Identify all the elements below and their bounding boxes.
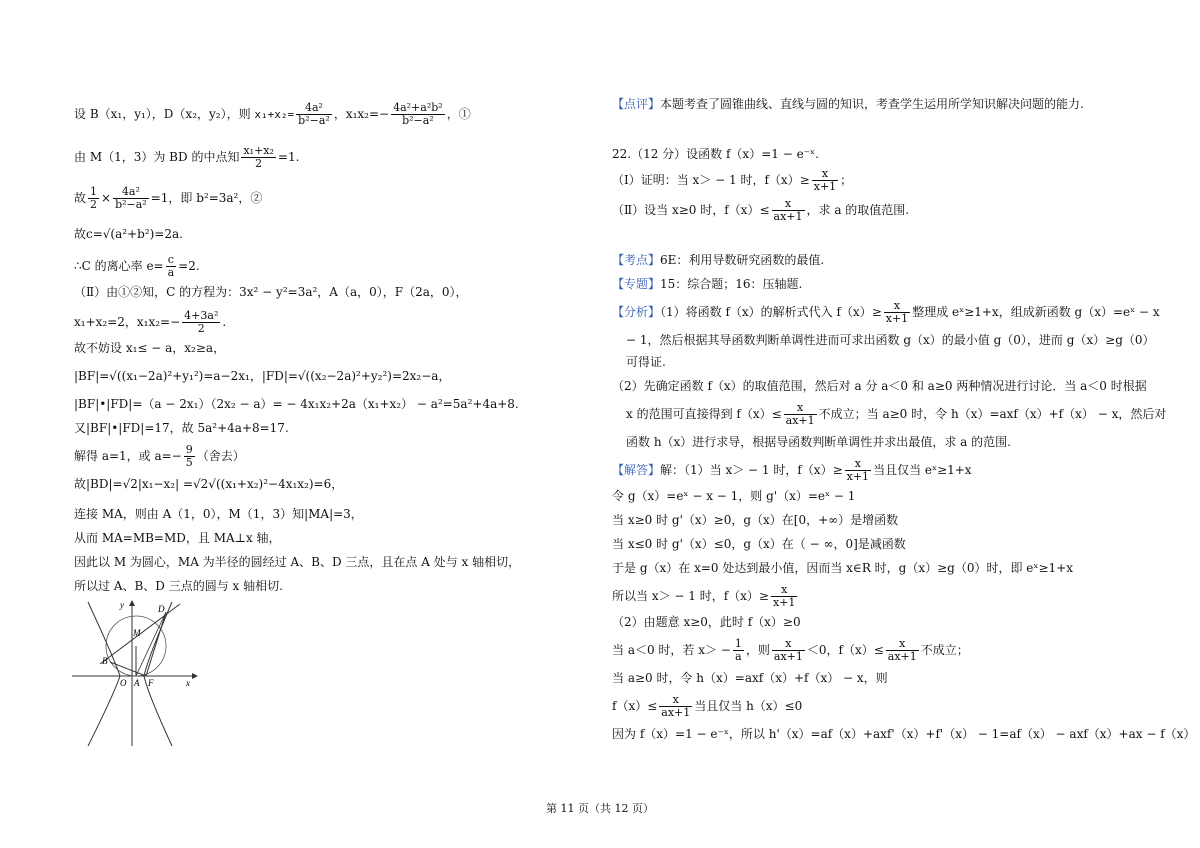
fraction: $\frac{x}{ax+1}$ bbox=[773, 637, 803, 663]
fraction: $\frac{\text{4a²}}{\text{b²−a²}}$ bbox=[298, 101, 330, 127]
line-distances: |BF|=√((x₁−2a)²+y₁²)=a−2x₁，|FD|=√((x₂−2a)²+y₂²)=2x₂−a， bbox=[74, 369, 451, 383]
line-product: |BF|•|FD|=（a − 2x₁）（2x₂ − a）= − 4x₁x₂+2a（x₁+x₂） − a²=5a²+4a+8. bbox=[74, 397, 519, 411]
line-ma-perp: 从而 MA=MB=MD，且 MA⊥x 轴， bbox=[74, 531, 281, 545]
fraction: $\frac{x}{x+1}$ bbox=[885, 299, 909, 325]
label-o: O bbox=[120, 678, 127, 688]
label-y: y bbox=[120, 600, 124, 610]
line-eccentricity: ∴C 的离心率 e= $\frac{c}{a}$ =2. bbox=[74, 253, 200, 279]
fraction: $\frac{1}{a}$ bbox=[734, 637, 742, 663]
solution-line5: 于是 g（x）在 x=0 处达到最小值，因而当 x∈R 时，g（x）≥g（0）时，即 eˣ≥1+x bbox=[612, 561, 1074, 575]
line-midpoint: 由 M（1，3）为 BD 的中点知 $\frac{\text{x₁+x₂}}{2}$ =1. bbox=[74, 144, 300, 170]
comment-tag: 【点评】 bbox=[612, 97, 661, 111]
analysis-line4: （2）先确定函数 f（x）的取值范围，然后对 a 分 a＜0 和 a≥0 两种情况进行讨论．当 a＜0 时根据 bbox=[612, 379, 1147, 393]
fraction: $\frac{x}{ax+1}$ bbox=[785, 401, 815, 427]
line-part2-equation: （Ⅱ）由①②知，C 的方程为：3x² − y²=3a²，A（a，0），F（2a，0）， bbox=[74, 285, 468, 299]
x-axis-arrow bbox=[192, 673, 198, 679]
solution-line7: （2）由题意 x≥0，此时 f（x）≥0 bbox=[612, 615, 801, 629]
analysis-line1: 【分析】（1）将函数 f（x）的解析式代入 f（x）≥ $\frac{x}{x+1}$ 整理成 eˣ≥1+x，组成新函数 g（x）=eˣ − x bbox=[612, 299, 1160, 325]
fraction: $\frac{x}{x+1}$ bbox=[772, 583, 796, 609]
label-x: x bbox=[186, 678, 190, 688]
line-connect-ma: 连接 MA，则由 A（1，0），M（1，3）知|MA|=3， bbox=[74, 507, 363, 521]
fraction: $\frac{x}{ax+1}$ bbox=[661, 693, 691, 719]
analysis-line2: − 1，然后根据其导函数判断单调性进而可求出函数 g（x）的最小值 g（0），进而 g（x）≥g（0） bbox=[626, 333, 1155, 347]
fraction: $\frac{9}{5}$ bbox=[185, 443, 193, 469]
line-setup: 设 B（x₁，y₁），D（x₂，y₂），则 x₁+x₂= $\frac{\text{4a²}}{\text{b²−a²}}$ ，x₁x₂=− $\frac{\text{4a²+a²b²}}{\text{b²−a²}}$ ，① bbox=[74, 101, 471, 127]
analysis-line5: x 的范围可直接得到 f（x）≤ $\frac{x}{ax+1}$ 不成立；当 a≥0 时，令 h（x）=axf（x）+f（x） − x，然后对 bbox=[626, 401, 1167, 427]
solution-line1: 【解答】解：（1）当 x＞ − 1 时，f（x）≥ $\frac{x}{x+1}$ 当且仅当 eˣ≥1+x bbox=[612, 457, 972, 483]
y-axis-arrow bbox=[129, 600, 135, 606]
label-a: A bbox=[134, 678, 140, 688]
fraction: $\frac{\text{4+3a²}}{2}$ bbox=[184, 309, 219, 335]
fraction: $\frac{x}{x+1}$ bbox=[846, 457, 870, 483]
line-conclusion: 所以过 A、B、D 三点的圆与 x 轴相切. bbox=[74, 579, 283, 593]
fraction: $\frac{x}{ax+1}$ bbox=[887, 637, 917, 663]
solution-line2: 令 g（x）=eˣ − x − 1，则 g'（x）=eˣ − 1 bbox=[612, 489, 856, 503]
solution-line9: 当 a≥0 时，令 h（x）=axf（x）+f（x） − x，则 bbox=[612, 671, 888, 685]
line-equation17: 又|BF|•|FD|=17，故 5a²+4a+8=17. bbox=[74, 421, 289, 435]
problem-22: 22.（12 分）设函数 f（x）=1 − e⁻ˣ. bbox=[612, 147, 819, 161]
problem-22-part2: （Ⅱ）设当 x≥0 时，f（x）≤ $\frac{x}{ax+1}$ ，求 a 的取值范围. bbox=[612, 197, 910, 223]
hyperbola-figure bbox=[70, 598, 200, 748]
fraction: $\frac{\text{4a²+a²b²}}{\text{b²−a²}}$ bbox=[393, 101, 443, 127]
analysis-line3: 可得证. bbox=[626, 355, 666, 369]
analysis-line6: 函数 h（x）进行求导，根据导函数判断单调性并求出最值，求 a 的范围. bbox=[626, 435, 1011, 449]
line-solve-a: 解得 a=1，或 a=− $\frac{9}{5}$ （舍去） bbox=[74, 443, 245, 469]
solution-line6: 所以当 x＞ − 1 时，f（x）≥ $\frac{x}{x+1}$ bbox=[612, 583, 796, 609]
fraction: $\frac{x}{x+1}$ bbox=[813, 167, 837, 193]
segment-ad bbox=[136, 612, 166, 676]
problem-22-part1: （Ⅰ）证明：当 x＞ − 1 时，f（x）≥ $\frac{x}{x+1}$ ； bbox=[612, 167, 853, 193]
solution-line10: f（x）≤ $\frac{x}{ax+1}$ 当且仅当 h（x）≤0 bbox=[612, 693, 803, 719]
fraction: $\frac{\text{4a²}}{\text{b²−a²}}$ bbox=[115, 185, 147, 211]
line-assume: 故不妨设 x₁≤ − a，x₂≥a， bbox=[74, 341, 226, 355]
page-footer: 第 11 页（共 12 页） bbox=[546, 802, 654, 815]
fraction: $\frac{c}{a}$ bbox=[167, 253, 175, 279]
hyperbola-right-branch bbox=[144, 602, 172, 746]
solution-line11: 因为 f（x）=1 − e⁻ˣ，所以 h'（x）=af（x）+axf'（x）+f'（x） − 1=af（x） − axf（x）+ax − f（x） bbox=[612, 727, 1196, 741]
label-m: M bbox=[133, 628, 141, 638]
line-b-squared: 故 $\frac{1}{2}$ × $\frac{\text{4a²}}{\text{b²−a²}}$ =1，即 b²=3a²，② bbox=[74, 185, 263, 211]
solution-line4: 当 x≤0 时 g'（x）≤0，g（x）在（ − ∞，0]是减函数 bbox=[612, 537, 906, 551]
topic-line: 【专题】15：综合题；16：压轴题. bbox=[612, 277, 803, 291]
solution-line3: 当 x≥0 时 g'（x）≥0，g（x）在[0，+∞）是增函数 bbox=[612, 513, 899, 527]
knowledge-point: 【考点】6E：利用导数研究函数的最值. bbox=[612, 253, 825, 267]
line-bd-length: 故|BD|=√2|x₁−x₂| =√2√((x₁+x₂)²−4x₁x₂)=6， bbox=[74, 477, 344, 491]
solution-line8: 当 a＜0 时，若 x＞ − $\frac{1}{a}$ ，则 $\frac{x}{ax+1}$ ＜0，f（x）≤ $\frac{x}{ax+1}$ 不成立； bbox=[612, 637, 969, 663]
comment-line: 【点评】本题考查了圆锥曲线、直线与圆的知识，考查学生运用所学知识解决问题的能力. bbox=[612, 97, 1084, 111]
hyperbola-left-branch bbox=[88, 602, 120, 746]
label-b: B bbox=[102, 656, 108, 666]
fraction: $\frac{x}{ax+1}$ bbox=[773, 197, 803, 223]
line-c-value: 故c=√(a²+b²)=2a. bbox=[74, 227, 183, 241]
line-circle: 因此以 M 为圆心，MA 为半径的圆经过 A、B、D 三点，且在点 A 处与 x 轴相切， bbox=[74, 555, 521, 569]
label-d: D bbox=[158, 604, 165, 614]
fraction: $\frac{\text{x₁+x₂}}{2}$ bbox=[243, 144, 274, 170]
line-vieta: x₁+x₂=2，x₁x₂=− $\frac{\text{4+3a²}}{2}$ . bbox=[74, 309, 227, 335]
fraction: $\frac{1}{2}$ bbox=[90, 185, 98, 211]
segment-bf bbox=[110, 662, 146, 676]
label-f: F bbox=[148, 678, 154, 688]
